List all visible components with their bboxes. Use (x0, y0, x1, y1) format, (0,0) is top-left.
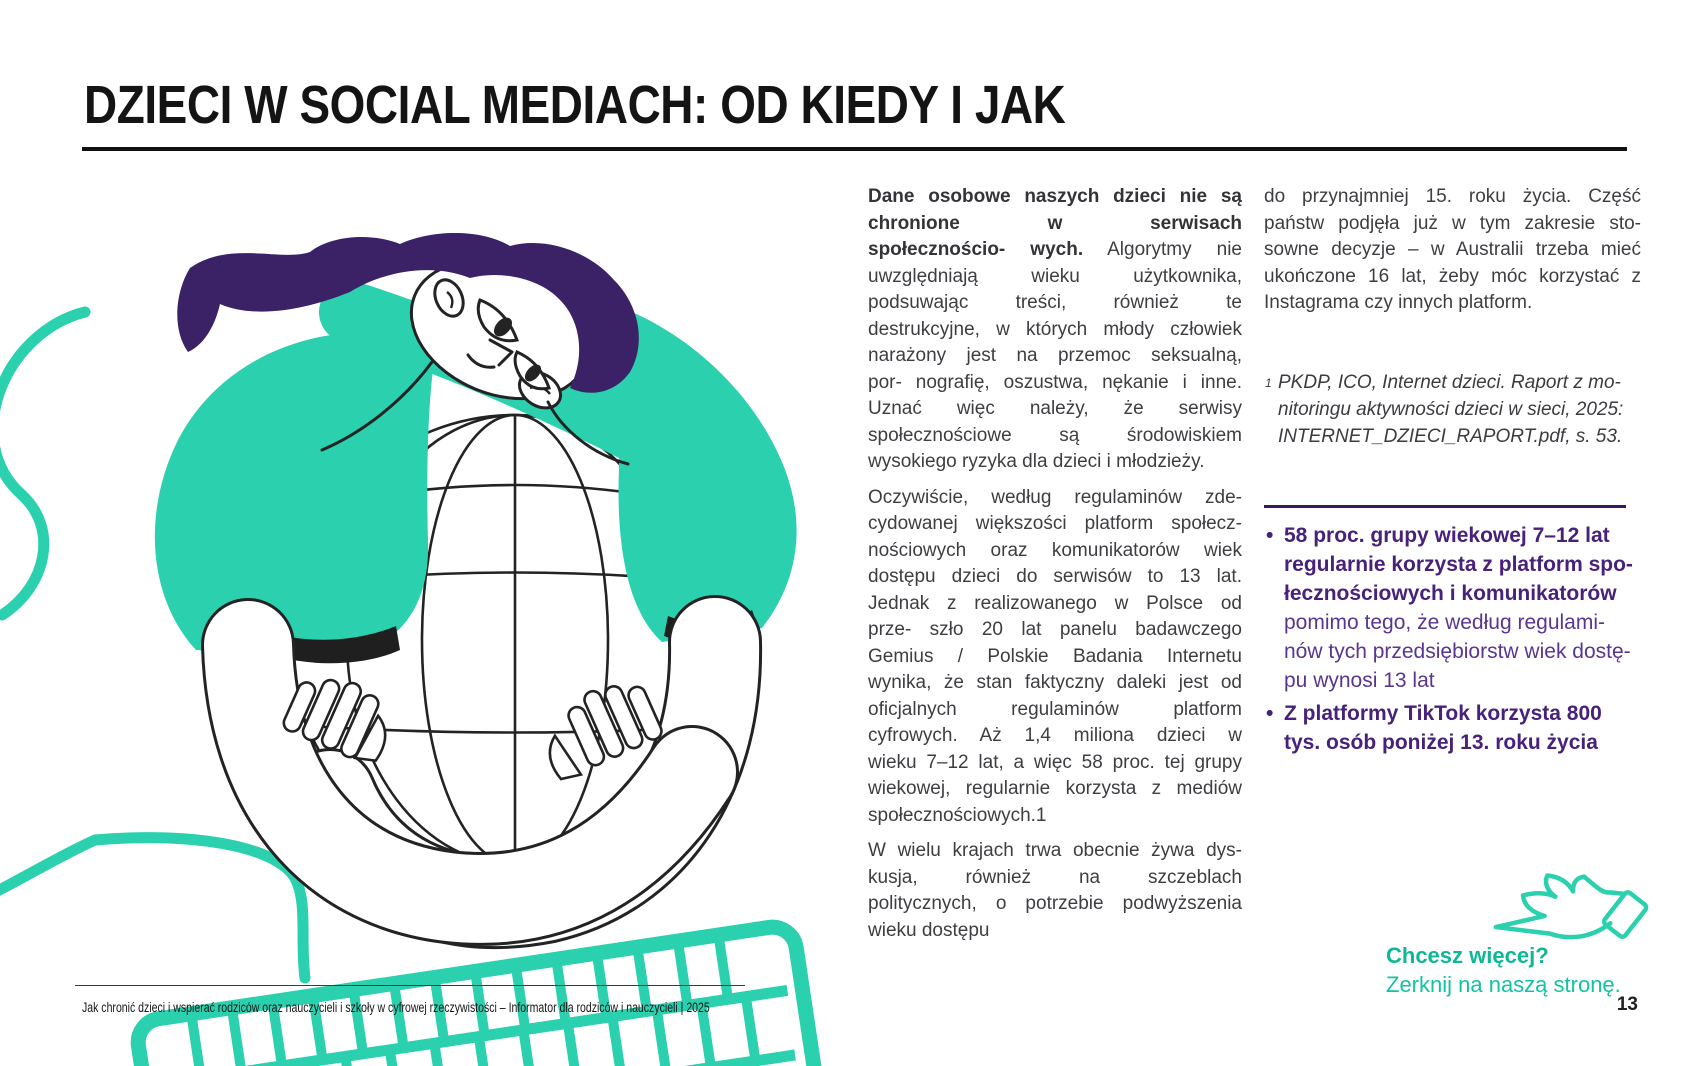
text-line: cyfrowych. Aż 1,4 miliona dzieci w (868, 725, 1242, 746)
footnote (1264, 369, 1641, 450)
column-left (868, 184, 1242, 944)
highlight-line: tys. osób poniżej 13. roku życia (1284, 731, 1598, 754)
footnote-line: nitoringu aktywności dzieci w sieci, 2025: (1278, 398, 1624, 420)
text-line: wieku 7–12 lat, a więc 58 proc. tej grupy (868, 751, 1242, 773)
text-line: podsuwając treści, również te (868, 292, 1242, 313)
text-line: narażony jest na przemoc seksualną, (868, 345, 1242, 366)
text-line: uwzględniają wieku użytkownika, (868, 265, 1242, 287)
paragraph-1 (868, 184, 1242, 476)
text-line: wynika, że stan faktyczny daleki jest od (868, 672, 1242, 693)
highlight-line: łecznościowych i komunikatorów (1284, 582, 1617, 605)
text-line: społecznościowych.1 (868, 804, 1047, 826)
highlight-line: nów tych przedsiębiorstw wiek dostę- (1284, 640, 1631, 663)
text-line: chronione w serwisach (868, 212, 1242, 234)
text-line: państw podjęła już w tym zakresie sto- (1264, 212, 1641, 234)
paragraph-3 (868, 838, 1242, 944)
text-line: destrukcyjne, w których młody człowiek (868, 318, 1242, 340)
text-line: sowne decyzje – w Australii trzeba mieć (1264, 239, 1641, 260)
text-line: politycznych, o potrzebie podwyższenia (868, 893, 1242, 914)
text-line: społecznościo- wych. Algorytmy nie (868, 239, 1242, 260)
cta-block[interactable] (1386, 941, 1621, 999)
footnote-line: INTERNET_DZIECI_RAPORT.pdf, s. 53. (1278, 425, 1623, 447)
text-line: społecznościowe są środowiskiem (868, 424, 1242, 446)
text-line: oficjalnych regulaminów platform (868, 698, 1242, 720)
column-right (1264, 184, 1641, 450)
text-line: Gemius / Polskie Badania Internetu (868, 645, 1242, 667)
text-line: do przynajmniej 15. roku życia. Część (1264, 186, 1641, 207)
footer-note: Jak chronić dzieci i wspierać rodziców oraz nauczycieli i szkoły w cyfrowej rzeczywistości – Informator dla rodziców i nauczycieli | 2025 (82, 1000, 710, 1015)
cta-title[interactable]: Chcesz więcej? (1386, 943, 1549, 968)
bullet-icon: • (1266, 524, 1274, 547)
person-globe-illustration (0, 150, 880, 1066)
text-line: ukończone 16 lat, żeby móc korzystać z (1264, 265, 1641, 287)
text-line: wiekowej, regularnie korzysta z mediów (868, 778, 1242, 799)
text-line: dostępu dzieci do serwisów to 13 lat. (868, 566, 1242, 587)
highlight-line: pomimo tego, że według regulami- (1284, 611, 1605, 634)
text-line: wieku dostępu (868, 919, 990, 941)
highlight-line: • Z platformy TikTok korzysta 800 (1264, 699, 1644, 728)
highlight-divider (1264, 505, 1626, 508)
text-line: wysokiego ryzyka dla dzieci i młodzieży. (868, 451, 1205, 472)
text-line: prze- szło 20 lat panelu badawczego (868, 619, 1242, 640)
highlight-line: • 58 proc. grupy wiekowej 7–12 lat (1264, 521, 1644, 550)
text-line: nościowych oraz komunikatorów wiek (868, 539, 1242, 561)
text-line: kusja, również na szczeblach (868, 866, 1242, 888)
page-number: 13 (1616, 994, 1638, 1015)
text-line: cydowanej większości platform społecz- (868, 513, 1242, 534)
text-line: por- nografię, oszustwa, nękanie i inne. (868, 371, 1242, 393)
highlight-list (1264, 521, 1644, 757)
text-line: Oczywiście, według regulaminów zde- (868, 486, 1242, 508)
text-line: Jednak z realizowanego w Polsce od (868, 592, 1242, 614)
cta-subtitle[interactable]: Zerknij na naszą stronę. (1386, 972, 1621, 997)
highlight-line: pu wynosi 13 lat (1284, 669, 1435, 692)
footnote-line: 1 PKDP, ICO, Internet dzieci. Raport z mo- (1265, 371, 1621, 393)
paragraph-4 (1264, 184, 1641, 317)
text-line: Dane osobowe naszych dzieci nie są (868, 186, 1242, 207)
page-title: DZIECI W SOCIAL MEDIACH: OD KIEDY I JAK (84, 75, 1066, 135)
bullet-icon: • (1266, 702, 1274, 725)
highlight-line: regularnie korzysta z platform spo- (1284, 553, 1633, 576)
text-line: W wielu krajach trwa obecnie żywa dys- (868, 840, 1242, 861)
paragraph-2 (868, 485, 1242, 830)
text-line: Uznać więc należy, że serwisy (868, 398, 1242, 419)
footer-divider (75, 985, 745, 986)
text-line: Instagrama czy innych platform. (1264, 292, 1533, 313)
